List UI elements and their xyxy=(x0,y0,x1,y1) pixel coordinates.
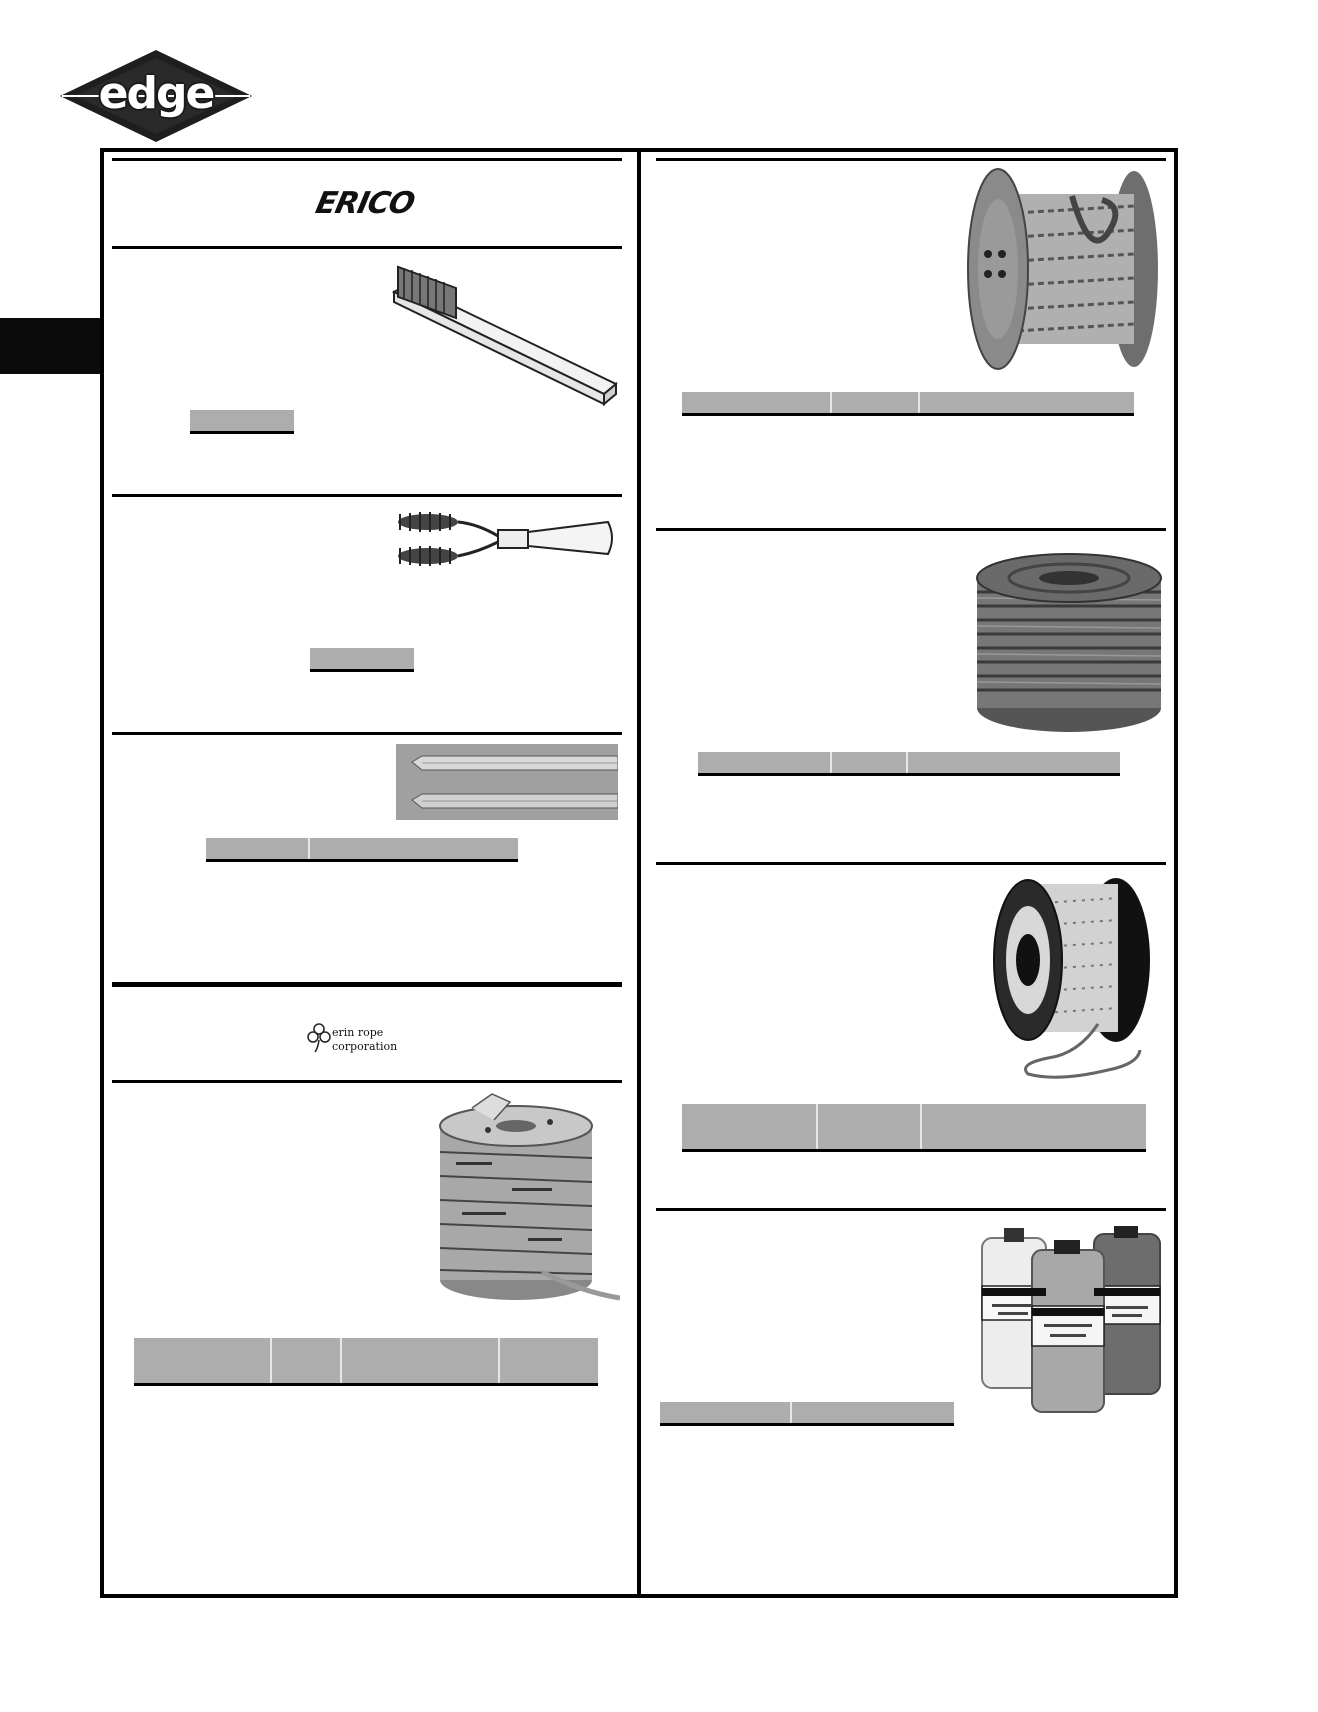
table-header-cell xyxy=(500,1338,598,1383)
table-header-bar xyxy=(660,1402,954,1426)
pulling-tape-reel-icon xyxy=(432,1092,620,1304)
table-header-cell xyxy=(908,752,1120,773)
rule xyxy=(112,494,622,497)
section-tab xyxy=(0,318,104,374)
table-header-bar xyxy=(682,1104,1146,1152)
table-header-bar xyxy=(682,392,1134,416)
brand-line: corporation xyxy=(332,1040,398,1053)
table-header-cell xyxy=(310,838,518,859)
table-header-cell xyxy=(660,1402,792,1423)
brand-line: erin rope xyxy=(332,1026,384,1039)
rule xyxy=(112,1080,622,1083)
rule xyxy=(112,732,622,735)
mason-line-spools-icon xyxy=(974,1224,1166,1418)
rule xyxy=(656,862,1166,865)
braided-rope-spool-icon xyxy=(962,166,1166,372)
rule xyxy=(656,1208,1166,1211)
edge-logo xyxy=(58,48,254,144)
table-header-cell xyxy=(792,1402,954,1423)
table-header-cell xyxy=(272,1338,342,1383)
table-header-bar xyxy=(206,838,518,862)
twisted-rope-coil-icon xyxy=(972,540,1166,734)
rule xyxy=(656,158,1166,161)
logo-wordmark: edge xyxy=(98,68,214,119)
table-header-cell xyxy=(698,752,832,773)
table-header-cell xyxy=(134,1338,272,1383)
table-header-cell xyxy=(832,752,908,773)
table-header-bar xyxy=(190,410,294,434)
table-header-cell xyxy=(818,1104,922,1149)
double-bottle-brush-icon xyxy=(398,506,620,578)
rule xyxy=(656,528,1166,531)
table-header-bar xyxy=(698,752,1120,776)
shamrock-icon xyxy=(306,1022,332,1054)
column-divider xyxy=(637,150,641,1596)
wire-brush-icon xyxy=(390,256,620,416)
rule xyxy=(112,982,622,987)
rule xyxy=(112,158,622,161)
table-header-cell xyxy=(832,392,920,413)
table-header-cell xyxy=(310,648,414,669)
table-header-cell xyxy=(682,1104,818,1149)
table-header-cell xyxy=(342,1338,500,1383)
table-header-cell xyxy=(190,410,294,431)
table-header-cell xyxy=(682,392,832,413)
erin-rope-logo xyxy=(306,1022,436,1058)
table-header-cell xyxy=(206,838,310,859)
table-header-cell xyxy=(922,1104,1146,1149)
table-header-bar xyxy=(134,1338,598,1386)
table-header-bar xyxy=(310,648,414,672)
erico-logo: ERICO xyxy=(312,186,418,221)
table-header-cell xyxy=(920,392,1134,413)
rule xyxy=(112,246,622,249)
ground-rod-icon xyxy=(396,744,618,820)
pull-line-reel-icon xyxy=(988,874,1156,1086)
